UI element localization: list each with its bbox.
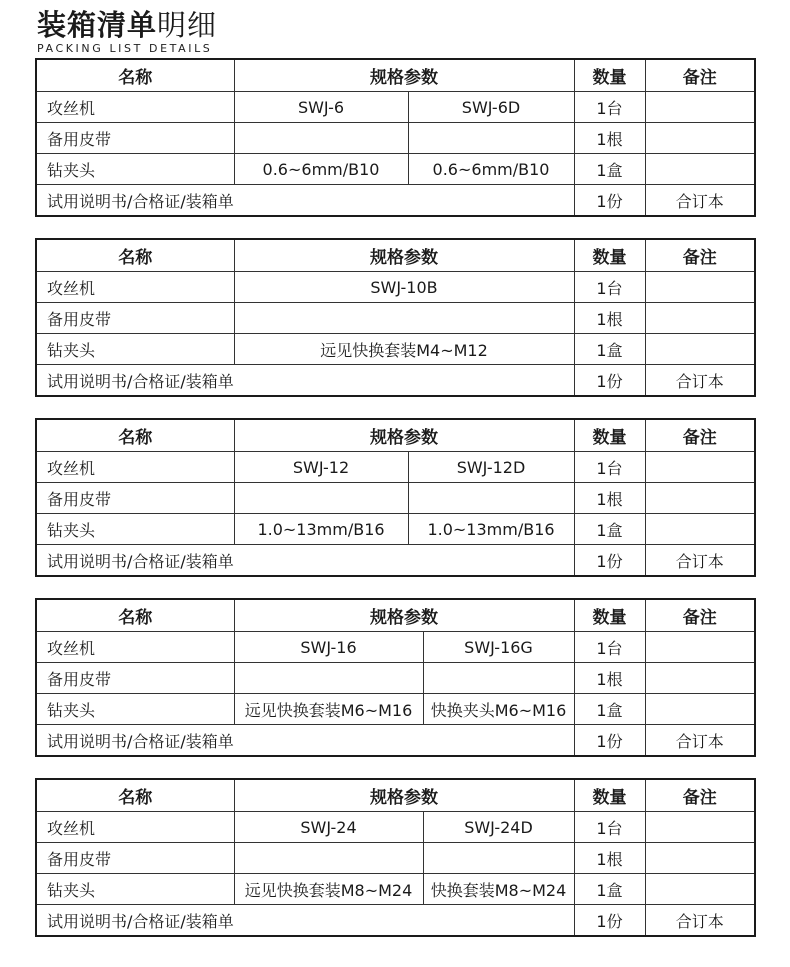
item-name: 钻夹头 xyxy=(36,694,234,725)
qty-cell: 1份 xyxy=(574,725,645,757)
note-cell xyxy=(645,514,755,545)
table-row xyxy=(36,874,755,905)
qty-cell: 1盒 xyxy=(574,154,645,185)
table-header-row xyxy=(36,779,755,812)
qty-cell: 1盒 xyxy=(574,334,645,365)
note-cell xyxy=(645,92,755,123)
spec-cell xyxy=(234,843,423,874)
item-name: 试用说明书/合格证/装箱单 xyxy=(36,725,574,757)
qty-cell: 1台 xyxy=(574,92,645,123)
spec-cell xyxy=(234,303,574,334)
item-name: 备用皮带 xyxy=(36,303,234,334)
table-row xyxy=(36,514,755,545)
spec-cell xyxy=(408,123,574,154)
table-row xyxy=(36,365,755,397)
note-cell xyxy=(645,483,755,514)
spec-cell: SWJ-24 xyxy=(234,812,423,843)
table-row xyxy=(36,843,755,874)
qty-cell: 1根 xyxy=(574,843,645,874)
spec-cell: 1.0~13mm/B16 xyxy=(234,514,408,545)
header-name: 名称 xyxy=(36,599,234,632)
qty-cell: 1台 xyxy=(574,452,645,483)
table-row xyxy=(36,812,755,843)
table-row xyxy=(36,663,755,694)
item-name: 钻夹头 xyxy=(36,514,234,545)
spec-cell: SWJ-12 xyxy=(234,452,408,483)
packing-table xyxy=(35,598,756,757)
item-name: 攻丝机 xyxy=(36,812,234,843)
note-cell: 合订本 xyxy=(645,185,755,217)
table-row xyxy=(36,303,755,334)
header-note: 备注 xyxy=(645,239,755,272)
qty-cell: 1盒 xyxy=(574,874,645,905)
qty-cell: 1根 xyxy=(574,303,645,334)
header-qty: 数量 xyxy=(574,599,645,632)
qty-cell: 1台 xyxy=(574,272,645,303)
header-note: 备注 xyxy=(645,419,755,452)
table-row xyxy=(36,92,755,123)
spec-cell: 远见快换套装M6~M16 xyxy=(234,694,423,725)
spec-cell: 0.6~6mm/B10 xyxy=(408,154,574,185)
header-name: 名称 xyxy=(36,239,234,272)
note-cell xyxy=(645,123,755,154)
title-main: 装箱清单 xyxy=(37,8,158,42)
table-row xyxy=(36,545,755,577)
table-row xyxy=(36,905,755,937)
table-row xyxy=(36,123,755,154)
page-title xyxy=(37,8,217,42)
qty-cell: 1份 xyxy=(574,905,645,937)
item-name: 钻夹头 xyxy=(36,334,234,365)
spec-cell: 0.6~6mm/B10 xyxy=(234,154,408,185)
table-row xyxy=(36,483,755,514)
note-cell: 合订本 xyxy=(645,365,755,397)
spec-cell xyxy=(423,663,574,694)
spec-cell: SWJ-10B xyxy=(234,272,574,303)
header-name: 名称 xyxy=(36,59,234,92)
qty-cell: 1盒 xyxy=(574,694,645,725)
packing-table xyxy=(35,418,756,577)
header-qty: 数量 xyxy=(574,779,645,812)
spec-cell: 1.0~13mm/B16 xyxy=(408,514,574,545)
spec-cell: 远见快换套装M8~M24 xyxy=(234,874,423,905)
spec-cell xyxy=(234,483,408,514)
note-cell: 合订本 xyxy=(645,905,755,937)
qty-cell: 1根 xyxy=(574,483,645,514)
page-header xyxy=(37,8,217,55)
note-cell xyxy=(645,632,755,663)
page-subtitle: PACKING LIST DETAILS xyxy=(37,42,213,55)
packing-table xyxy=(35,778,756,937)
table-row xyxy=(36,272,755,303)
item-name: 备用皮带 xyxy=(36,123,234,154)
packing-table xyxy=(35,238,756,397)
item-name: 备用皮带 xyxy=(36,663,234,694)
spec-cell: 快换套装M8~M24 xyxy=(423,874,574,905)
qty-cell: 1台 xyxy=(574,812,645,843)
item-name: 攻丝机 xyxy=(36,272,234,303)
table-row xyxy=(36,452,755,483)
spec-cell xyxy=(234,123,408,154)
spec-cell: SWJ-6D xyxy=(408,92,574,123)
header-note: 备注 xyxy=(645,59,755,92)
table-header-row xyxy=(36,419,755,452)
note-cell xyxy=(645,154,755,185)
note-cell: 合订本 xyxy=(645,725,755,757)
spec-cell: SWJ-16 xyxy=(234,632,423,663)
item-name: 攻丝机 xyxy=(36,92,234,123)
note-cell xyxy=(645,272,755,303)
note-cell: 合订本 xyxy=(645,545,755,577)
table-row xyxy=(36,694,755,725)
qty-cell: 1份 xyxy=(574,545,645,577)
note-cell xyxy=(645,874,755,905)
note-cell xyxy=(645,694,755,725)
table-row xyxy=(36,725,755,757)
spec-cell: 快换夹头M6~M16 xyxy=(423,694,574,725)
note-cell xyxy=(645,452,755,483)
note-cell xyxy=(645,663,755,694)
header-qty: 数量 xyxy=(574,419,645,452)
spec-cell xyxy=(234,663,423,694)
item-name: 攻丝机 xyxy=(36,452,234,483)
item-name: 备用皮带 xyxy=(36,483,234,514)
note-cell xyxy=(645,303,755,334)
qty-cell: 1份 xyxy=(574,365,645,397)
header-name: 名称 xyxy=(36,419,234,452)
table-row xyxy=(36,334,755,365)
spec-cell xyxy=(423,843,574,874)
header-spec: 规格参数 xyxy=(234,779,574,812)
note-cell xyxy=(645,334,755,365)
header-spec: 规格参数 xyxy=(234,239,574,272)
table-row xyxy=(36,185,755,217)
table-header-row xyxy=(36,59,755,92)
title-suffix: 明细 xyxy=(157,8,218,42)
item-name: 钻夹头 xyxy=(36,874,234,905)
item-name: 攻丝机 xyxy=(36,632,234,663)
packing-table xyxy=(35,58,756,217)
item-name: 试用说明书/合格证/装箱单 xyxy=(36,185,574,217)
table-row xyxy=(36,154,755,185)
table-header-row xyxy=(36,239,755,272)
header-qty: 数量 xyxy=(574,239,645,272)
qty-cell: 1根 xyxy=(574,123,645,154)
header-note: 备注 xyxy=(645,779,755,812)
spec-cell: SWJ-24D xyxy=(423,812,574,843)
item-name: 钻夹头 xyxy=(36,154,234,185)
header-spec: 规格参数 xyxy=(234,59,574,92)
table-header-row xyxy=(36,599,755,632)
header-spec: 规格参数 xyxy=(234,419,574,452)
spec-cell: SWJ-6 xyxy=(234,92,408,123)
item-name: 试用说明书/合格证/装箱单 xyxy=(36,545,574,577)
header-note: 备注 xyxy=(645,599,755,632)
spec-cell: 远见快换套装M4~M12 xyxy=(234,334,574,365)
note-cell xyxy=(645,812,755,843)
qty-cell: 1份 xyxy=(574,185,645,217)
item-name: 备用皮带 xyxy=(36,843,234,874)
header-name: 名称 xyxy=(36,779,234,812)
header-qty: 数量 xyxy=(574,59,645,92)
table-row xyxy=(36,632,755,663)
qty-cell: 1根 xyxy=(574,663,645,694)
spec-cell xyxy=(408,483,574,514)
item-name: 试用说明书/合格证/装箱单 xyxy=(36,905,574,937)
spec-cell: SWJ-12D xyxy=(408,452,574,483)
qty-cell: 1台 xyxy=(574,632,645,663)
item-name: 试用说明书/合格证/装箱单 xyxy=(36,365,574,397)
header-spec: 规格参数 xyxy=(234,599,574,632)
qty-cell: 1盒 xyxy=(574,514,645,545)
note-cell xyxy=(645,843,755,874)
spec-cell: SWJ-16G xyxy=(423,632,574,663)
